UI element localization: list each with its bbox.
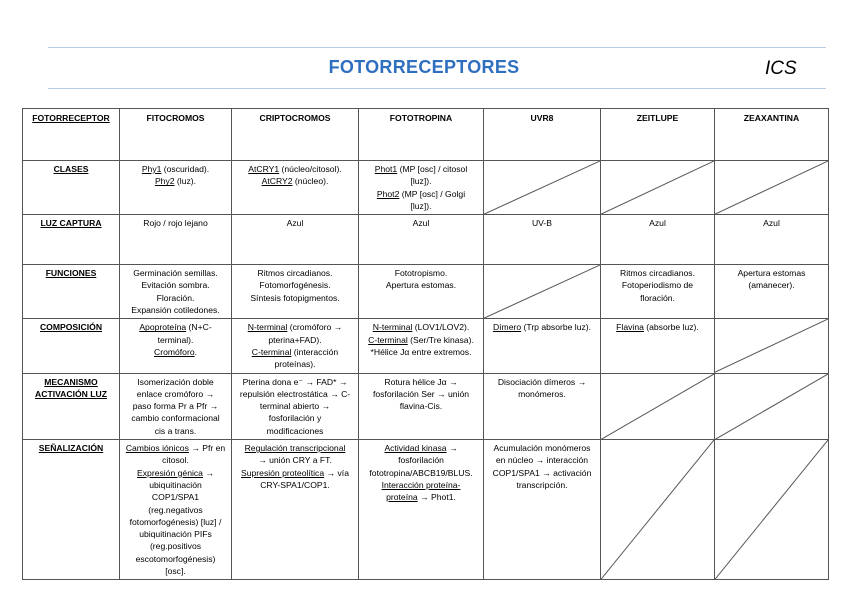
cell-line — [362, 175, 480, 187]
table-cell — [120, 161, 232, 215]
underlined-term: Actividad kinasa — [384, 443, 447, 454]
cell-line — [604, 292, 711, 304]
cell-line — [362, 217, 480, 229]
table-cell — [359, 215, 484, 265]
cell-line — [123, 454, 228, 466]
cell-text: Ritmos circadianos. — [257, 268, 333, 279]
cell-text: → Phot1. — [417, 492, 456, 503]
cell-text: [osc]. — [165, 566, 186, 577]
cell-text: escotomorfogénesis) — [135, 553, 216, 564]
row-header — [23, 440, 120, 580]
diagonal-strike-line — [715, 440, 828, 579]
cell-line — [235, 454, 355, 466]
column-header — [359, 109, 484, 161]
cell-text: (N+C- — [186, 322, 212, 333]
column-header-label: UVR8 — [530, 113, 554, 123]
cell-text: fosforilación y — [268, 413, 322, 424]
cell-line — [718, 267, 825, 279]
cell-line — [362, 388, 480, 400]
column-header — [232, 109, 359, 161]
cell-line — [123, 279, 228, 291]
diagonal-strike-line — [484, 265, 600, 318]
empty-cell-diagonal — [715, 373, 829, 439]
cell-text: fosforilación Ser → unión — [372, 388, 469, 399]
table-cell — [232, 161, 359, 215]
underlined-term: AtCRY1 — [248, 164, 280, 174]
table-cell — [484, 373, 601, 439]
cell-line — [487, 442, 597, 454]
cell-text: (Ser/Tre kinasa). — [407, 334, 474, 345]
underlined-term: Phot2 — [376, 188, 400, 199]
cell-text: Azul — [286, 218, 304, 229]
cell-line — [123, 491, 228, 503]
cell-text: Floración. — [156, 292, 195, 303]
cell-text: terminal abierto → — [259, 401, 331, 412]
cell-line — [123, 540, 228, 552]
cell-text: (MP [osc] / citosol — [397, 164, 468, 174]
table-cell — [232, 440, 359, 580]
column-header-label: CRIPTOCROMOS — [259, 113, 331, 123]
cell-line — [235, 217, 355, 229]
cell-line — [123, 292, 228, 304]
row-header — [23, 265, 120, 319]
table-cell — [232, 373, 359, 439]
cell-line — [362, 400, 480, 412]
cell-line — [123, 467, 228, 479]
cell-text: citosol. — [162, 455, 189, 466]
cell-text: (interacción — [291, 346, 339, 357]
diagonal-strike-line — [715, 319, 828, 372]
cell-text: → vía — [324, 467, 349, 478]
cell-line — [487, 321, 597, 333]
cell-text: fosforilación — [398, 455, 444, 466]
table-cell — [120, 265, 232, 319]
cell-line — [362, 491, 480, 503]
table-cell — [359, 265, 484, 319]
row-header-label: FUNCIONES — [45, 268, 97, 279]
underlined-term: Flavina — [616, 322, 644, 333]
table-cell — [120, 440, 232, 580]
cell-text: (reg.negativos — [148, 504, 203, 515]
cell-line — [718, 279, 825, 291]
row-header-label: SEÑALIZACIÓN — [38, 443, 104, 454]
row-header-label: COMPOSICIÓN — [39, 322, 103, 333]
cell-line — [123, 217, 228, 229]
cell-text: Evitación sombra. — [141, 280, 210, 291]
table-cell — [484, 440, 601, 580]
cell-line — [123, 425, 228, 437]
cell-line — [487, 467, 597, 479]
cell-line — [235, 358, 355, 370]
empty-cell-diagonal — [601, 373, 715, 439]
cell-line — [123, 479, 228, 491]
underlined-term: N-terminal — [372, 322, 413, 333]
cell-line — [123, 504, 228, 516]
cell-line — [487, 479, 597, 491]
cell-text: transcripción. — [516, 479, 568, 490]
empty-cell-diagonal — [601, 161, 715, 215]
underlined-term: C-terminal — [251, 346, 292, 357]
cell-text: → — [446, 443, 458, 454]
row-header — [23, 319, 120, 373]
underlined-term: N-terminal — [247, 322, 288, 333]
cell-line — [362, 467, 480, 479]
cell-line — [235, 376, 355, 388]
underlined-term: Expresión génica — [137, 467, 203, 478]
column-header-label: ZEAXANTINA — [743, 113, 800, 123]
cell-text: Fotomorfogénesis. — [259, 280, 331, 291]
row-header — [23, 215, 120, 265]
cell-line — [362, 200, 480, 212]
cell-line — [362, 267, 480, 279]
cell-line — [123, 175, 228, 187]
cell-text: Síntesis fotopigmentos. — [250, 292, 340, 303]
table-cell — [232, 265, 359, 319]
cell-line — [362, 376, 480, 388]
cell-text: Apertura estomas — [737, 268, 806, 279]
cell-line — [235, 425, 355, 437]
cell-line — [362, 334, 480, 346]
cell-text: (núcleo/citosol). — [279, 164, 342, 174]
cell-line — [123, 321, 228, 333]
cell-text: (absorbe luz). — [643, 322, 699, 333]
underlined-term: Apoproteína — [139, 322, 187, 333]
empty-cell-diagonal — [484, 265, 601, 319]
cell-text: COP1/SPA1 — [151, 492, 200, 503]
underlined-term: Phy2 — [154, 176, 175, 187]
cell-text: CRY-SPA1/COP1. — [260, 479, 330, 490]
cell-line — [604, 267, 711, 279]
cell-text: (cromóforo → — [287, 322, 343, 333]
cell-text: enlace cromóforo → — [136, 388, 215, 399]
table-cell — [484, 319, 601, 373]
cell-text: *Hélice Jα entre extremos. — [370, 346, 472, 357]
cell-text: → Pfr en — [188, 443, 226, 454]
cell-text: (MP [osc] / Golgi — [399, 188, 466, 199]
cell-line — [362, 188, 480, 200]
cell-text: Apertura estomas. — [385, 280, 457, 291]
photoreceptor-table — [22, 108, 829, 580]
cell-line — [235, 321, 355, 333]
cell-line — [235, 346, 355, 358]
cell-line — [123, 163, 228, 175]
cell-line — [235, 467, 355, 479]
cell-text: flavina-Cis. — [399, 401, 443, 412]
column-header — [601, 109, 715, 161]
cell-text: fotomorfogénesis) [luz] / — [129, 516, 222, 527]
cell-text: modificaciones — [266, 425, 324, 436]
cell-line — [123, 388, 228, 400]
column-header — [23, 109, 120, 161]
cell-text: repulsión electrostática → C- — [239, 388, 351, 399]
table-cell — [484, 215, 601, 265]
table-cell — [232, 319, 359, 373]
cell-line — [235, 267, 355, 279]
cell-text: Expansión cotiledones. — [131, 305, 220, 316]
underlined-term: Supresión proteolítica — [241, 467, 325, 478]
cell-text: Azul — [649, 218, 666, 229]
cell-text: Disociación dímeros → — [497, 376, 587, 387]
cell-line — [604, 217, 711, 229]
table-row — [23, 440, 829, 580]
cell-text: → — [202, 467, 214, 478]
cell-line — [362, 321, 480, 333]
cell-line — [123, 267, 228, 279]
cell-text: [luz]). — [410, 200, 432, 211]
empty-cell-diagonal — [715, 440, 829, 580]
column-header — [484, 109, 601, 161]
empty-cell-diagonal — [484, 161, 601, 215]
table-row — [23, 161, 829, 215]
table-row — [23, 215, 829, 265]
cell-text: (LOV1/LOV2). — [412, 322, 470, 333]
cell-line — [487, 217, 597, 229]
cell-text: Pterina dona e⁻ → FAD* → — [242, 376, 348, 387]
cell-line — [487, 376, 597, 388]
row-header — [23, 373, 120, 439]
cell-line — [235, 400, 355, 412]
header-row — [23, 109, 829, 161]
underlined-term: AtCRY2 — [261, 176, 293, 187]
header-rule-bottom — [48, 88, 826, 89]
column-header-label: ZEITLUPE — [636, 113, 679, 123]
cell-text: Azul — [412, 218, 430, 229]
cell-text: proteínas). — [274, 359, 316, 370]
row-header-label: CLASES — [53, 164, 89, 174]
empty-cell-diagonal — [601, 440, 715, 580]
diagonal-strike-line — [484, 161, 600, 214]
cell-text: paso forma Pr a Pfr → — [132, 401, 219, 412]
diagonal-strike-line — [601, 440, 714, 579]
cell-text: (Trp absorbe luz). — [521, 322, 592, 333]
column-header — [715, 109, 829, 161]
table-cell — [601, 319, 715, 373]
underlined-term: Interacción proteína- — [381, 479, 461, 490]
cell-line — [487, 454, 597, 466]
empty-cell-diagonal — [715, 319, 829, 373]
cell-text: → unión CRY a FT. — [258, 455, 332, 466]
table-cell — [359, 319, 484, 373]
cell-line — [235, 175, 355, 187]
cell-text: (amanecer). — [748, 280, 795, 291]
column-header — [120, 109, 232, 161]
cell-text: Rotura hélice Jα → — [384, 376, 458, 387]
cell-text: ubiquitinación PIFs — [139, 529, 212, 540]
table-cell — [715, 215, 829, 265]
table-cell — [359, 440, 484, 580]
cell-line — [362, 163, 480, 175]
cell-line — [235, 479, 355, 491]
cell-line — [123, 346, 228, 358]
underlined-term: Regulación transcripcional — [244, 443, 346, 454]
cell-line — [362, 454, 480, 466]
table-cell — [601, 265, 715, 319]
cell-line — [123, 400, 228, 412]
cell-line — [235, 388, 355, 400]
cell-text: (oscuridad). — [161, 164, 210, 174]
cell-line — [604, 279, 711, 291]
table-cell — [120, 319, 232, 373]
underlined-term: Phy1 — [141, 164, 162, 174]
diagonal-strike-line — [601, 161, 714, 214]
cell-text: Acumulación monómeros — [493, 443, 591, 454]
cell-text: UV-B — [531, 218, 553, 229]
cell-line — [123, 334, 228, 346]
column-header-label: FITOCROMOS — [146, 113, 205, 123]
table-cell — [601, 215, 715, 265]
author-tag: ICS — [765, 58, 797, 79]
cell-line — [235, 279, 355, 291]
diagonal-strike-line — [601, 374, 714, 439]
cell-text: Ritmos circadianos. — [620, 268, 695, 279]
column-header-label: FOTORRECEPTOR — [32, 113, 110, 123]
cell-text: (núcleo). — [292, 176, 329, 187]
cell-line — [123, 565, 228, 577]
diagonal-strike-line — [715, 161, 828, 214]
cell-text: Azul — [763, 218, 780, 229]
underlined-term: Cromóforo — [154, 346, 195, 357]
cell-text: Germinación semillas. — [133, 268, 218, 279]
cell-line — [123, 516, 228, 528]
cell-text: (luz). — [174, 176, 197, 187]
cell-line — [235, 292, 355, 304]
row-header — [23, 161, 120, 215]
cell-line — [123, 528, 228, 540]
cell-text: pterina+FAD). — [268, 334, 322, 345]
diagonal-strike-line — [715, 374, 828, 439]
cell-text: fototropina/ABCB19/BLUS. — [369, 467, 473, 478]
cell-line — [362, 442, 480, 454]
cell-text: [luz]). — [410, 176, 432, 187]
cell-line — [362, 479, 480, 491]
cell-text: Isomerización doble — [137, 376, 214, 387]
underlined-term: Dímero — [492, 322, 522, 333]
column-header-label: FOTOTROPINA — [389, 113, 453, 123]
table-row — [23, 265, 829, 319]
underlined-term: C-terminal — [368, 334, 408, 345]
row-header-label: MECANISMO ACTIVACIÓN LUZ — [35, 376, 107, 399]
header-rule-top — [48, 47, 826, 48]
underlined-term: proteína — [386, 492, 418, 503]
cell-text: monómeros. — [518, 388, 566, 399]
cell-line — [235, 334, 355, 346]
cell-text: cambio conformacional — [131, 413, 220, 424]
cell-text: terminal). — [157, 334, 194, 345]
table-cell — [715, 265, 829, 319]
table-cell — [359, 161, 484, 215]
table-cell — [120, 373, 232, 439]
cell-line — [604, 321, 711, 333]
cell-line — [362, 279, 480, 291]
cell-line — [487, 388, 597, 400]
cell-text: en núcleo → interacción — [495, 455, 589, 466]
cell-line — [235, 412, 355, 424]
cell-line — [362, 346, 480, 358]
page-title: FOTORRECEPTORES — [328, 57, 520, 77]
cell-text: Fototropismo. — [394, 268, 448, 279]
empty-cell-diagonal — [715, 161, 829, 215]
cell-line — [235, 163, 355, 175]
cell-line — [123, 553, 228, 565]
cell-line — [123, 442, 228, 454]
row-header-label: LUZ CAPTURA — [40, 218, 102, 229]
table-row — [23, 319, 829, 373]
cell-line — [123, 304, 228, 316]
underlined-term: Cambios iónicos — [125, 443, 189, 454]
cell-text: . — [194, 346, 197, 357]
cell-text: ubiquitinación — [149, 479, 202, 490]
table-cell — [232, 215, 359, 265]
cell-line — [123, 376, 228, 388]
cell-line — [123, 412, 228, 424]
cell-text: (reg.positivos — [149, 541, 202, 552]
table-row — [23, 373, 829, 439]
table-cell — [359, 373, 484, 439]
table-cell — [120, 215, 232, 265]
cell-line — [235, 442, 355, 454]
cell-text: floración. — [640, 292, 675, 303]
underlined-term: Phot1 — [374, 164, 398, 174]
cell-text: Rojo / rojo lejano — [143, 218, 208, 229]
cell-text: cis a trans. — [154, 425, 197, 436]
cell-text: Fotoperiodismo de — [621, 280, 694, 291]
cell-text: COP1/SPA1 → activación — [492, 467, 592, 478]
cell-line — [718, 217, 825, 229]
